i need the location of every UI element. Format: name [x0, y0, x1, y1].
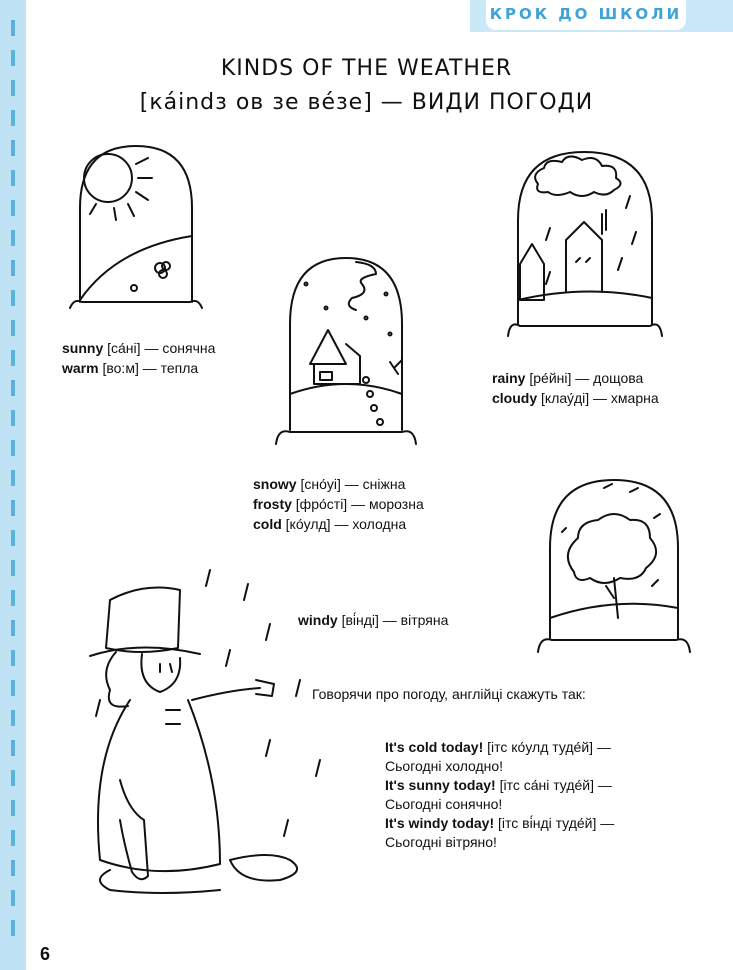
child-with-umbrella-illustration: [70, 560, 370, 900]
sunny-vocab: sunny [са́ні] — сонячна warm [во:м] — тепла: [62, 340, 216, 376]
rainy-vocab: rainy [ре́йні] — дощова cloudy [клау́ді] — хмарна: [492, 370, 659, 406]
page-number: 6: [40, 944, 51, 964]
page-title: KINDS OF THE WEATHER: [220, 56, 513, 81]
rainy-window-illustration: [506, 144, 666, 344]
phrases-intro: Говорячи про погоду, англійці скажуть так:: [312, 686, 586, 702]
windy-window-illustration: [534, 468, 694, 668]
snowy-window-illustration: [266, 244, 426, 454]
stitch-decoration: [11, 20, 15, 950]
header-brand: КРОК ДО ШКОЛИ: [489, 5, 683, 23]
phrases-list: It's cold today! [ітс ко́улд туде́й] — Сьогодні холодно! It's sunny today! [ітс са́ні туде́й] — Сьогодні сонячно! It's windy today! [ітс ві́нді туде́й] — Сьогодні вітряно!: [385, 739, 615, 850]
snowy-vocab: snowy [сно́уі] — сніжна frosty [фро́сті] — морозна cold [ко́улд] — холодна: [253, 476, 424, 532]
sunny-window-illustration: [66, 138, 206, 318]
windy-vocab: windy [ві́нді] — вітряна: [298, 612, 449, 628]
page-subtitle: [ка́indз ов зе ве́зе] — ВИДИ ПОГОДИ: [139, 90, 594, 115]
